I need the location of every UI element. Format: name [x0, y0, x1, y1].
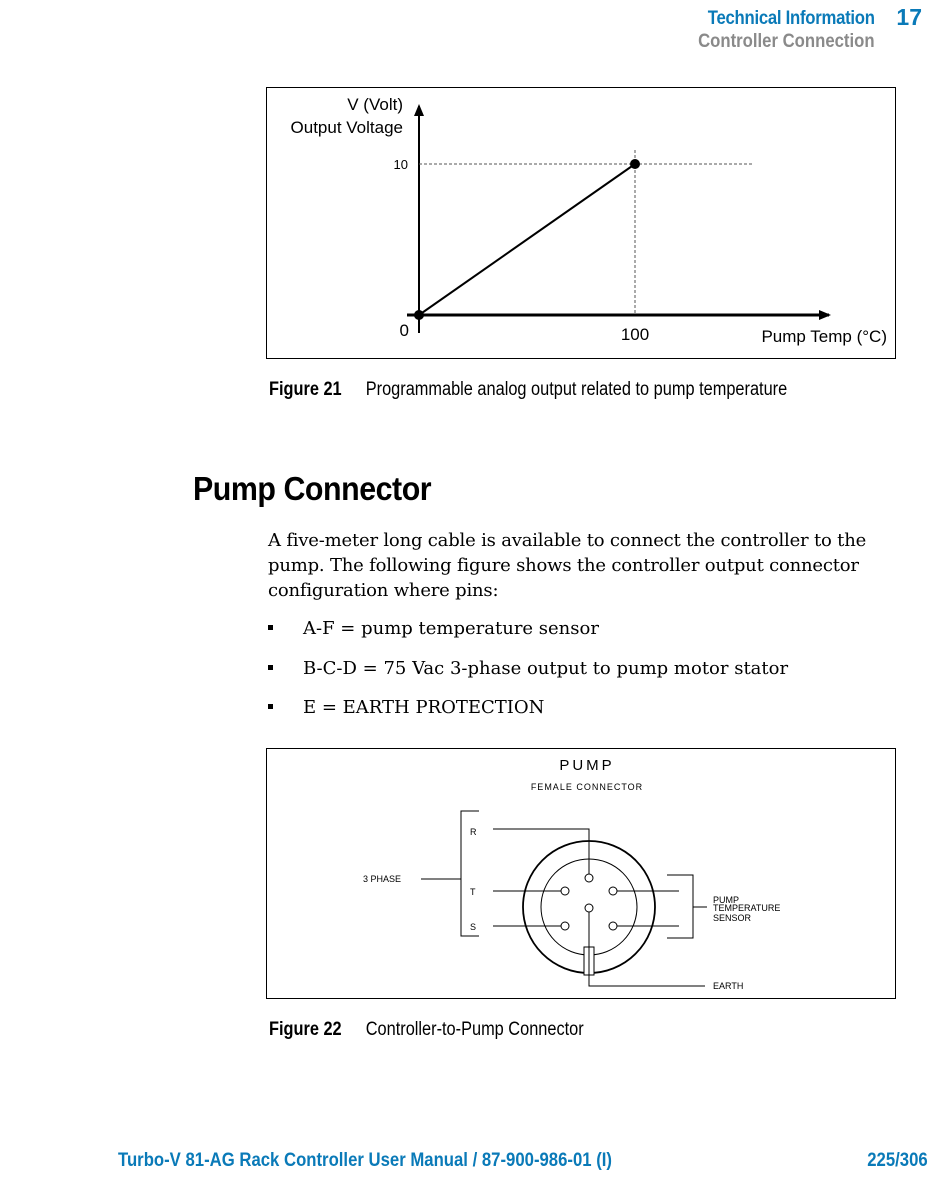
sensor-bracket: [667, 875, 693, 938]
bullet-item: [268, 697, 544, 718]
figure-22-caption-text: Controller-to-Pump Connector: [365, 1019, 584, 1040]
bullet-item: [268, 658, 788, 679]
page-number: 225/306: [867, 1150, 928, 1171]
x-axis-label: Pump Temp (°C): [761, 327, 887, 346]
figure-21-caption-text: Programmable analog output related to pump temperature: [365, 379, 788, 400]
bullet-item: [268, 618, 599, 639]
figure-22-box: [266, 748, 896, 999]
x-tick-label: 100: [620, 325, 650, 344]
data-point-max: [630, 159, 640, 169]
y-axis-label: Output Voltage: [290, 118, 403, 137]
series-line: [419, 164, 635, 315]
header-subtitle: Controller Connection: [698, 31, 875, 52]
figure-21-box: [266, 87, 896, 359]
bullet-text: A-F = pump temperature sensor: [303, 618, 599, 639]
pin-t-label: T: [470, 887, 476, 897]
figure-22-caption: [269, 1019, 584, 1041]
figure-21-label: Figure 21: [269, 379, 342, 400]
bullet-text: E = EARTH PROTECTION: [303, 697, 545, 718]
sensor-label-line3: SENSOR: [713, 913, 752, 923]
bullet-marker: [268, 665, 273, 670]
y-axis-label-unit: V (Volt): [347, 95, 403, 114]
figure-21-chart: [267, 88, 895, 358]
pin-f: [609, 922, 617, 930]
bullet-marker: [268, 704, 273, 709]
section-title: Pump Connector: [193, 470, 432, 507]
y-tick-label: 10: [393, 157, 408, 172]
pin-e: [585, 904, 593, 912]
footer-manual-title: Turbo-V 81-AG Rack Controller User Manual / 87-900-986-01 (I): [118, 1150, 613, 1171]
pin-t: [561, 887, 569, 895]
data-point-origin: [414, 310, 424, 320]
sensor-label-line1: PUMP: [713, 895, 740, 905]
bullet-text: B-C-D = 75 Vac 3-phase output to pump motor stator: [303, 658, 789, 679]
header-title: Technical Information: [708, 8, 875, 29]
origin-label: 0: [399, 321, 409, 340]
sensor-label-line2: TEMPERATURE: [713, 903, 781, 913]
figure-21-caption: [269, 379, 787, 401]
figure-22-label: Figure 22: [269, 1019, 342, 1040]
connector-diagram: [267, 749, 895, 998]
diagram-subtitle: FEMALE CONNECTOR: [530, 782, 644, 792]
earth-label: EARTH: [713, 981, 744, 991]
pin-s-label: S: [470, 922, 477, 932]
chapter-number: 17: [896, 4, 922, 30]
bullet-marker: [268, 625, 273, 630]
section-paragraph: A five-meter long cable is available to connect the controller to the pump. The following figure shows the controller output connector configuration where pins:: [268, 530, 867, 601]
diagram-title: PUMP: [559, 757, 615, 774]
pin-s: [561, 922, 569, 930]
pin-r: [585, 874, 593, 882]
phase-label: 3 PHASE: [363, 874, 402, 884]
pin-a: [609, 887, 617, 895]
pin-r-label: R: [470, 827, 477, 837]
